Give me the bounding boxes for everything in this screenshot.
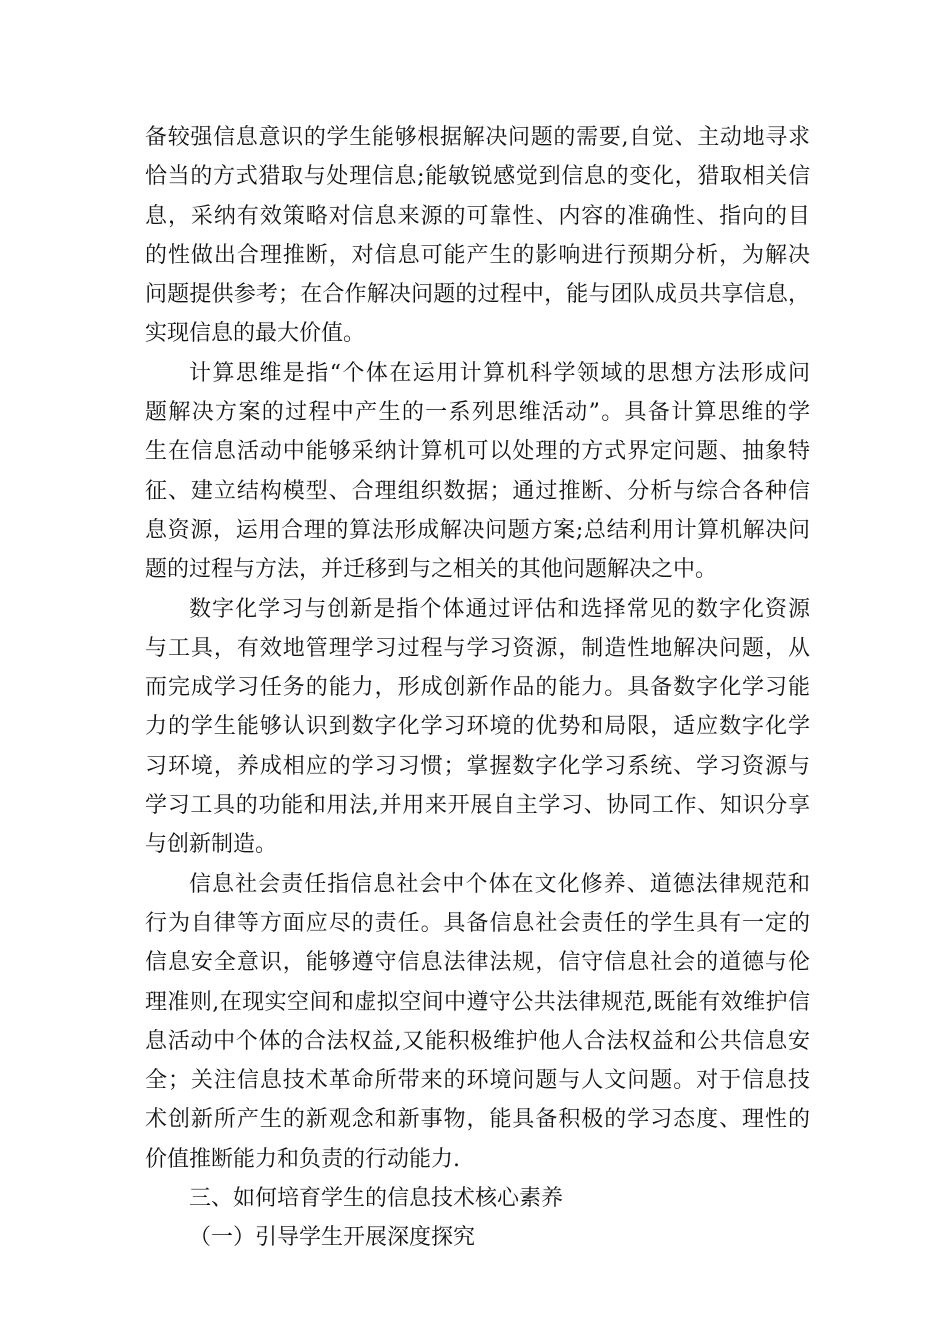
text-line: 全；关注信息技术革命所带来的环境问题与人文问题。对于信息技	[145, 1068, 810, 1094]
text-line: 息资源，运用合理的算法形成解决问题方案;总结利用计算机解决问	[145, 517, 810, 543]
section-heading: 三、如何培育学生的信息技术核心素养	[189, 1186, 564, 1212]
paragraph-social-responsibility	[145, 865, 810, 1179]
subsection-heading: （一）引导学生开展深度探究	[189, 1225, 476, 1251]
text-line: 息，采纳有效策略对信息来源的可靠性、内容的准确性、指向的目	[145, 203, 810, 229]
text-line: 理准则,在现实空间和虚拟空间中遵守公共法律规范,既能有效维护信	[145, 989, 810, 1015]
text-line: 题的过程与方法，并迁移到与之相关的其他问题解决之中。	[145, 557, 718, 583]
text-line: 生在信息活动中能够采纳计算机可以处理的方式界定问题、抽象特	[145, 439, 810, 465]
text-line: 价值推断能力和负责的行动能力.	[145, 1146, 460, 1172]
text-line: 计算思维是指“个体在运用计算机科学领域的思想方法形成问	[189, 360, 810, 386]
text-line: 问题提供参考；在合作解决问题的过程中，能与团队成员共享信息，	[145, 282, 810, 308]
text-line: 题解决方案的过程中产生的一系列思维活动”。具备计算思维的学	[145, 400, 810, 426]
text-line: 数字化学习与创新是指个体通过评估和选择常见的数字化资源	[189, 596, 810, 622]
text-line: 的性做出合理推断，对信息可能产生的影响进行预期分析，为解决	[145, 242, 810, 268]
text-line: 与工具，有效地管理学习过程与学习资源，制造性地解决问题，从	[145, 635, 810, 661]
text-line: 学习工具的功能和用法,并用来开展自主学习、协同工作、知识分享	[145, 793, 810, 819]
text-line: 实现信息的最大价值。	[145, 321, 366, 347]
text-line: 信息社会责任指信息社会中个体在文化修养、道德法律规范和	[189, 871, 810, 897]
paragraph-digital-learning	[145, 590, 810, 865]
text-line: 恰当的方式猎取与处理信息;能敏锐感觉到信息的变化，猎取相关信	[145, 164, 810, 190]
text-line: 息活动中个体的合法权益,又能积极维护他人合法权益和公共信息安	[145, 1028, 810, 1054]
text-line: 而完成学习任务的能力，形成创新作品的能力。具备数字化学习能	[145, 675, 810, 701]
text-line: 力的学生能够认识到数字化学习环境的优势和局限，适应数字化学	[145, 714, 810, 740]
document-body	[145, 118, 810, 1258]
text-line: 信息安全意识，能够遵守信息法律法规，信守信息社会的道德与伦	[145, 950, 810, 976]
text-line: 行为自律等方面应尽的责任。具备信息社会责任的学生具有一定的	[145, 910, 810, 936]
paragraph-computational-thinking	[145, 354, 810, 590]
text-line: 习环境，养成相应的学习习惯；掌握数字化学习系统、学习资源与	[145, 753, 810, 779]
paragraph-information-awareness	[145, 118, 810, 354]
text-line: 与创新制造。	[145, 832, 278, 858]
text-line: 征、建立结构模型、合理组织数据；通过推断、分析与综合各种信	[145, 478, 810, 504]
text-line: 备较强信息意识的学生能够根据解决问题的需要,自觉、主动地寻求	[145, 125, 810, 150]
text-line: 术创新所产生的新观念和新事物，能具备积极的学习态度、理性的	[145, 1107, 810, 1133]
